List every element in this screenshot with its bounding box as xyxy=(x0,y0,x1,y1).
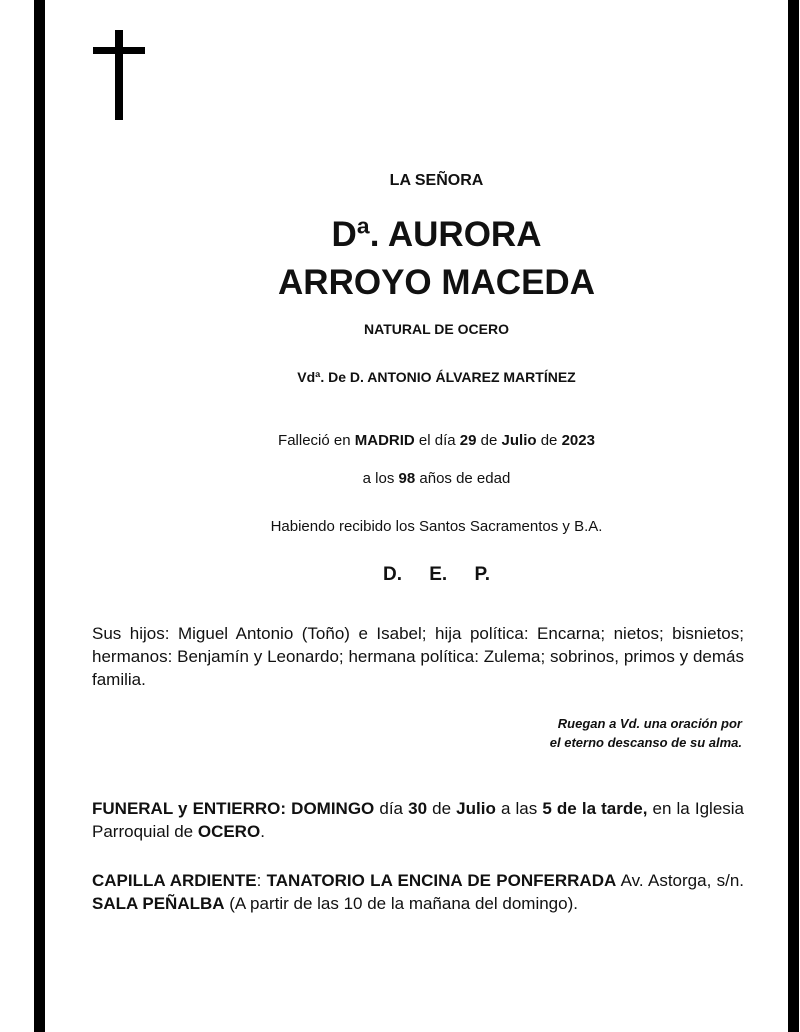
funeral-info: FUNERAL y ENTIERRO: DOMINGO día 30 de Julio a las 5 de la tarde, en la Iglesia Parroquial de OCERO. xyxy=(92,799,745,841)
dep-text: D. E. P. xyxy=(382,564,490,585)
widow-of: Vdª. De D. ANTONIO ÁLVAREZ MARTÍNEZ xyxy=(297,369,576,385)
funeral-time: 5 de la tarde, xyxy=(542,799,648,818)
origin: NATURAL DE OCERO xyxy=(364,321,509,337)
funeral-month: Julio xyxy=(456,799,496,818)
prayer-request xyxy=(420,714,742,752)
capilla-place: TANATORIO LA ENCINA DE PONFERRADA xyxy=(266,871,617,890)
deceased-name-line1: Dª. AURORA xyxy=(331,215,542,254)
capilla-info: CAPILLA ARDIENTE: TANATORIO LA ENCINA DE PONFERRADA Av. Astorga, s/n. SALA PEÑALBA (A partir de las 10 de la mañana del domingo). xyxy=(92,871,745,913)
prayer-line2: el eterno descanso de su alma. xyxy=(549,735,742,750)
capilla-label: CAPILLA ARDIENTE xyxy=(92,871,257,890)
age-years: 98 xyxy=(398,470,416,487)
funeral-church: OCERO xyxy=(197,822,261,841)
prayer-line1: Ruegan a Vd. una oración por xyxy=(557,716,742,731)
family-list: Sus hijos: Miguel Antonio (Toño) e Isabel; hija política: Encarna; nietos; bisnietos; hermanos: Benjamín y Leonardo; hermana política: Zulema; sobrinos, primos y demás familia. xyxy=(92,624,744,689)
latin-cross-icon xyxy=(93,30,145,120)
death-month: Julio xyxy=(501,432,537,449)
age-notice: a los 98 años de edad xyxy=(362,470,511,487)
sacraments-text: Habiendo recibido los Santos Sacramentos y B.A. xyxy=(270,518,603,535)
capilla-room: SALA PEÑALBA xyxy=(92,894,225,913)
death-day: 29 xyxy=(459,432,477,449)
death-notice: Falleció en MADRID el día 29 de Julio de 2023 xyxy=(278,432,595,449)
death-place: MADRID xyxy=(354,432,415,449)
heading: LA SEÑORA xyxy=(389,172,484,189)
deceased-name-line2: ARROYO MACEDA xyxy=(278,263,595,302)
funeral-day: 30 xyxy=(408,799,428,818)
death-year: 2023 xyxy=(561,432,595,449)
funeral-label: FUNERAL y ENTIERRO: DOMINGO xyxy=(92,799,375,818)
